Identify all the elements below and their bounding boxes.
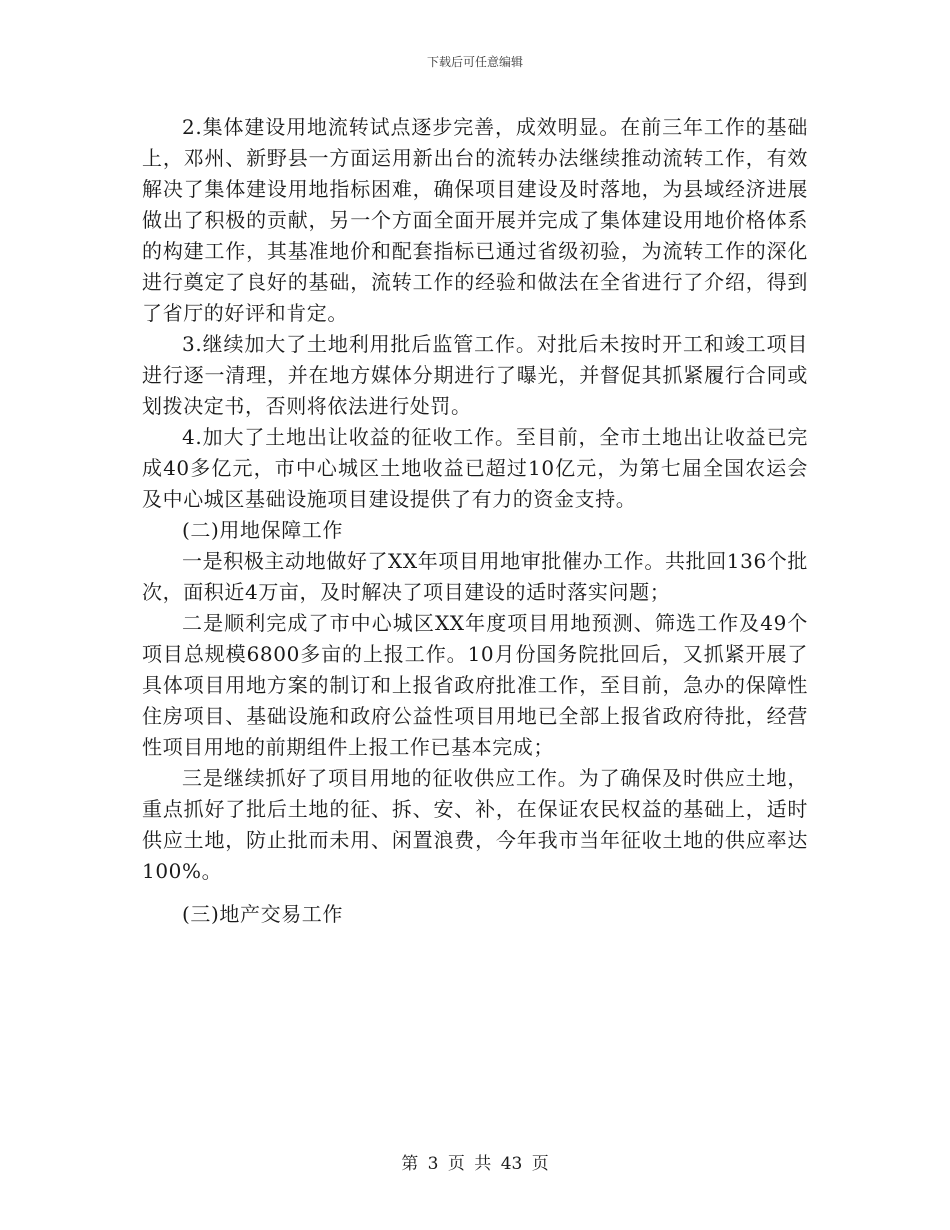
paragraph-item-4: 4.加大了土地出让收益的征收工作。至目前，全市土地出让收益已完成40多亿元，市中心城区土地收益已超过10亿元，为第七届全国农运会及中心城区基础设施项目建设提供了有力的资金支持。 bbox=[142, 425, 808, 511]
paragraph-item-3: 3.继续加大了土地利用批后监管工作。对批后未按时开工和竣工项目进行逐一清理，并在地方媒体分期进行了曝光，并督促其抓紧履行合同或划拨决定书，否则将依法进行处罚。 bbox=[142, 332, 808, 418]
document-body bbox=[142, 112, 808, 930]
paragraph-item-2: 2.集体建设用地流转试点逐步完善，成效明显。在前三年工作的基础上，邓州、新野县一方面运用新出台的流转办法继续推动流转工作，有效解决了集体建设用地指标困难，确保项目建设及时落地，为县域经济进展做出了积极的贡献，另一个方面全面开展并完成了集体建设用地价格体系的构建工作，其基准地价和配套指标已通过省级初验，为流转工作的深化进行奠定了良好的基础，流转工作的经验和做法在全省进行了介绍，得到了省厅的好评和肯定。 bbox=[142, 115, 808, 325]
paragraph-third-point: 三是继续抓好了项目用地的征收供应工作。为了确保及时供应土地，重点抓好了批后土地的征、拆、安、补，在保证农民权益的基础上，适时供应土地，防止批而未用、闲置浪费，今年我市当年征收土地的供应率达100%。 bbox=[142, 766, 808, 883]
section-heading-real-estate-trading: (三)地产交易工作 bbox=[182, 902, 344, 926]
page-header-note: 下载后可任意编辑 bbox=[426, 55, 523, 69]
paragraph-first-point: 一是积极主动地做好了XX年项目用地审批催办工作。共批回136个批次，面积近4万亩，及时解决了项目建设的适时落实问题； bbox=[142, 549, 808, 604]
paragraph-spacer bbox=[142, 887, 808, 899]
section-heading-land-guarantee: (二)用地保障工作 bbox=[182, 518, 344, 542]
paragraph-second-point: 二是顺利完成了市中心城区XX年度项目用地预测、筛选工作及49个项目总规模6800多亩的上报工作。10月份国务院批回后，又抓紧开展了具体项目用地方案的制订和上报省政府批准工作，至目前，急办的保障性住房项目、基础设施和政府公益性项目用地已全部上报省政府待批，经营性项目用地的前期组件上报工作已基本完成； bbox=[142, 611, 808, 759]
page-number-footer: 第 3 页 共 43 页 bbox=[401, 1154, 549, 1174]
